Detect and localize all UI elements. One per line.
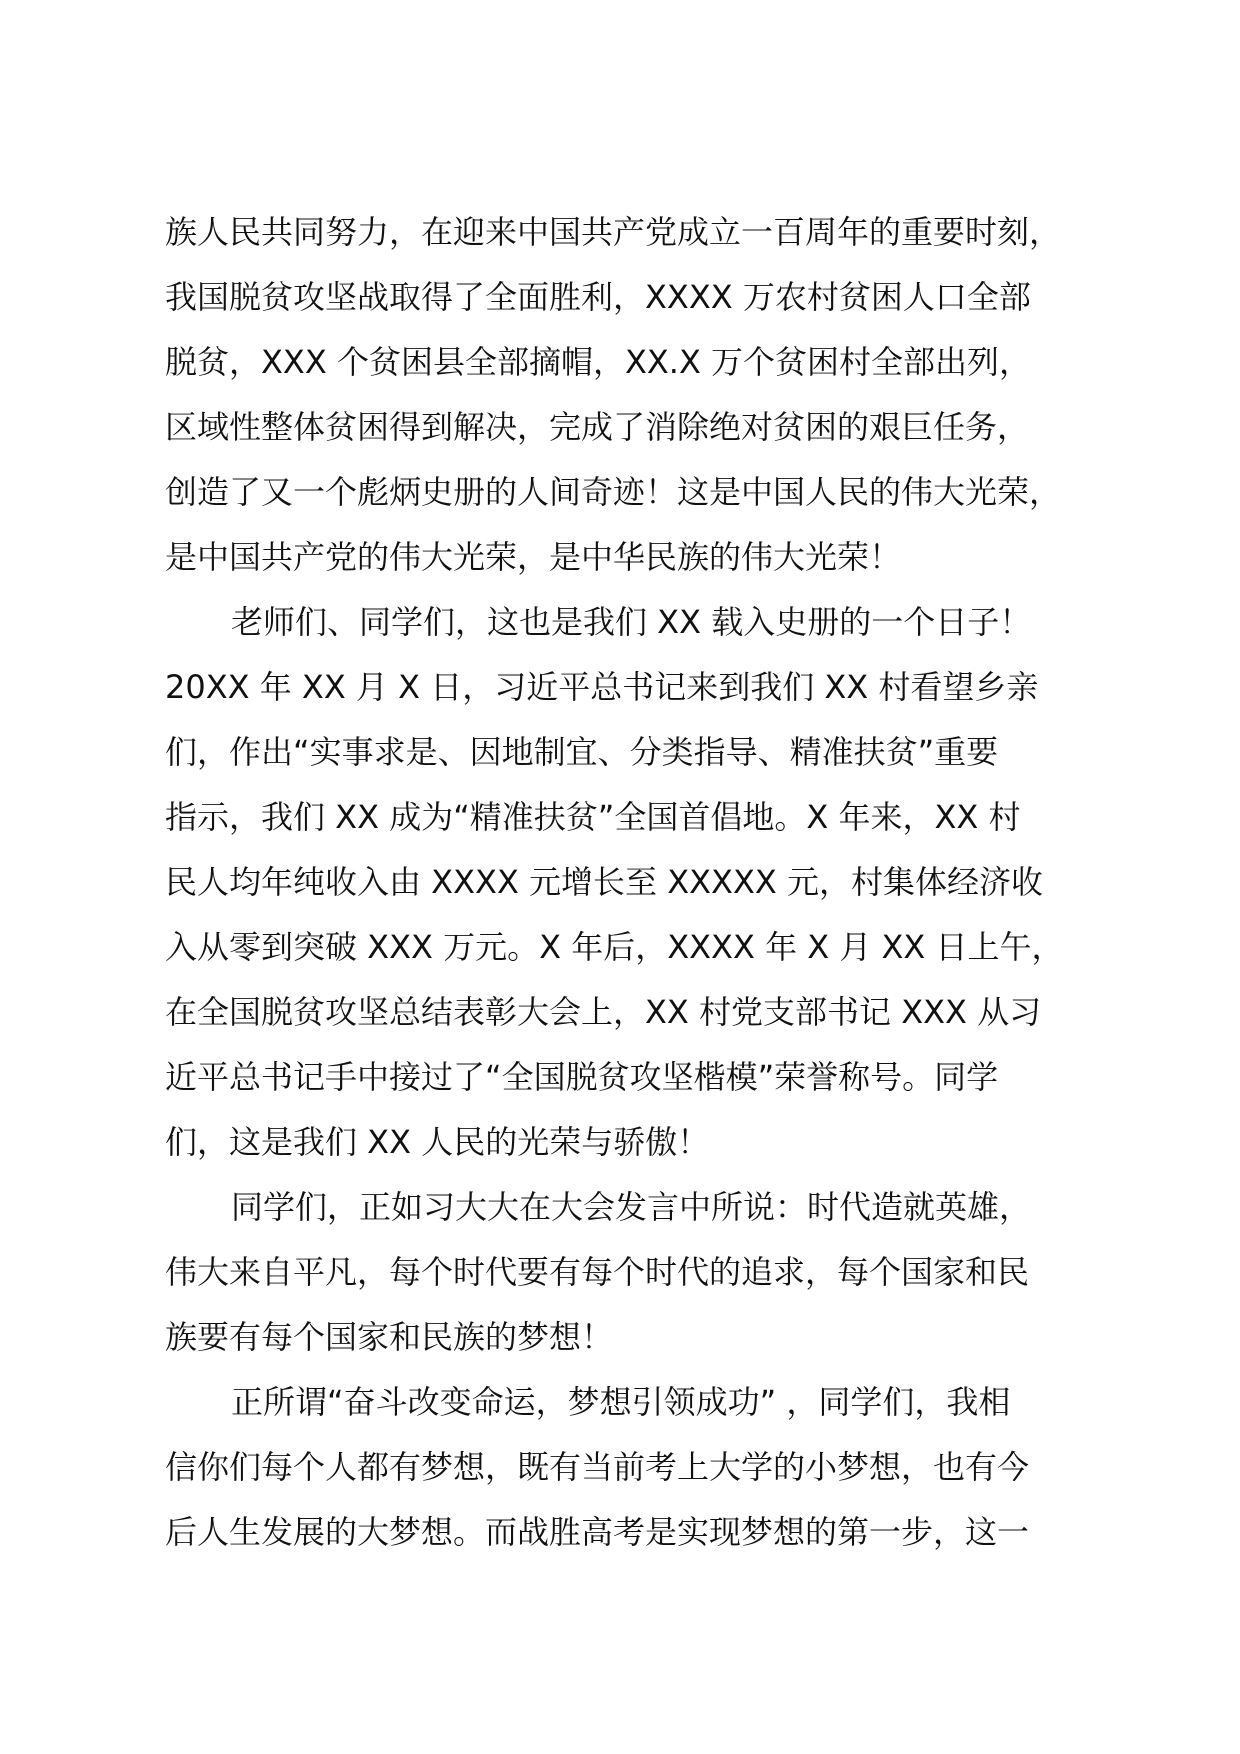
text-line: 区域性整体贫困得到解决，完成了消除绝对贫困的艰巨任务， xyxy=(165,408,1030,446)
text-line: 信你们每个人都有梦想，既有当前考上大学的小梦想，也有今 xyxy=(165,1448,1030,1486)
text-line: 族人民共同努力，在迎来中国共产党成立一百周年的重要时刻， xyxy=(165,213,1062,251)
text-line: 们，作出“实事求是、因地制宜、分类指导、精准扶贫”重要 xyxy=(165,733,999,771)
text-line: 后人生发展的大梦想。而战胜高考是实现梦想的第一步，这一 xyxy=(165,1513,1030,1551)
text-line: 伟大来自平凡，每个时代要有每个时代的追求，每个国家和民 xyxy=(165,1253,1030,1291)
text-line: 近平总书记手中接过了“全国脱贫攻坚楷模”荣誉称号。同学 xyxy=(165,1058,999,1096)
text-line: 族要有每个国家和民族的梦想！ xyxy=(165,1318,614,1356)
text-line: 在全国脱贫攻坚总结表彰大会上，XX 村党支部书记 XXX 从习 xyxy=(165,993,1042,1031)
text-line: 入从零到突破 XXX 万元。X 年后，XXXX 年 X 月 XX 日上午， xyxy=(165,928,1064,966)
text-line: 我国脱贫攻坚战取得了全面胜利，XXXX 万农村贫困人口全部 xyxy=(165,278,1031,316)
body-text xyxy=(165,200,1095,1565)
text-line: 脱贫，XXX 个贫困县全部摘帽，XX.X 万个贫困村全部出列， xyxy=(165,343,1032,381)
text-line: 同学们，正如习大大在大会发言中所说：时代造就英雄， xyxy=(231,1188,1032,1226)
text-line: 20XX 年 XX 月 X 日，习近平总书记来到我们 XX 村看望乡亲 xyxy=(165,668,1039,706)
text-line: 指示，我们 XX 成为“精准扶贫”全国首倡地。X 年来，XX 村 xyxy=(165,798,1021,836)
text-line: 正所谓“奋斗改变命运，梦想引领成功” ，同学们，我相 xyxy=(231,1383,1011,1421)
text-line: 是中国共产党的伟大光荣，是中华民族的伟大光荣！ xyxy=(165,538,902,576)
text-line: 们，这是我们 XX 人民的光荣与骄傲！ xyxy=(165,1123,710,1161)
text-line: 民人均年纯收入由 XXXX 元增长至 XXXXX 元，村集体经济收 xyxy=(165,863,1043,901)
text-line: 老师们、同学们，这也是我们 XX 载入史册的一个日子！ xyxy=(231,603,1032,641)
text-line: 创造了又一个彪炳史册的人间奇迹！这是中国人民的伟大光荣， xyxy=(165,473,1062,511)
